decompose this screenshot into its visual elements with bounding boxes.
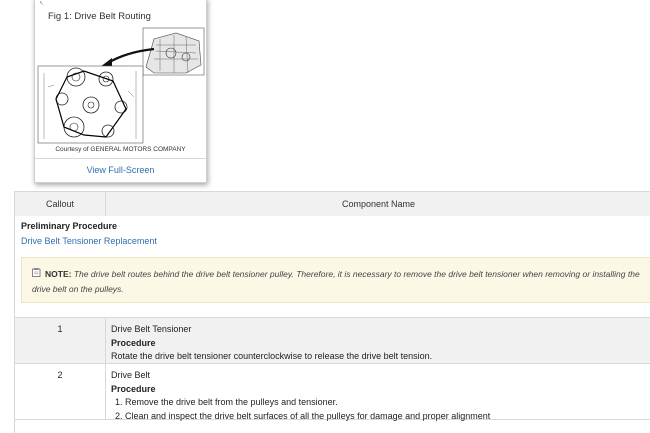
header-callout: Callout [45,199,74,209]
divider [35,158,206,159]
note-body: The drive belt routes behind the drive belt tensioner pulley. Therefore, it is necessary to remove the drive belt tensioner when removing or installing the drive belt on the pulleys. [32,269,640,294]
component-name: Drive Belt Tensioner [111,324,192,334]
procedure-label: Procedure [111,383,156,394]
component-cell [111,369,647,423]
row-divider [105,318,106,363]
preliminary-title: Preliminary Procedure [21,221,118,231]
view-full-screen-link[interactable]: View Full-Screen [86,165,155,175]
note-box [21,257,650,303]
row-divider [105,364,106,419]
tensioner-replacement-link[interactable]: Drive Belt Tensioner Replacement [21,236,157,246]
table-row [15,364,650,420]
corner-icon: ↖ [39,1,45,7]
component-name: Drive Belt [111,370,151,380]
procedure-step: Rotate the drive belt tensioner counterclockwise to release the drive belt tension. [111,351,433,361]
callout-number: 2 [57,370,63,380]
note-label: NOTE: [45,269,72,279]
header-component-name: Component Name [341,199,416,209]
component-table [14,191,650,433]
figure-card [34,0,207,183]
figure-title: Fig 1: Drive Belt Routing [48,11,151,22]
table-row [15,317,650,364]
note-text [32,267,646,297]
callout-number: 1 [57,324,63,334]
procedure-steps [111,396,647,423]
procedure-label: Procedure [111,337,156,348]
procedure-step: 2. Clean and inspect the drive belt surfaces of all the pulleys for damage and proper alignment [125,410,647,424]
preliminary-section [15,216,650,319]
drive-belt-diagram[interactable] [36,27,205,144]
component-cell [111,323,647,364]
table-header [15,191,650,217]
figure-credit: Courtesy of GENERAL MOTORS COMPANY [55,146,186,153]
procedure-step: 1. Remove the drive belt from the pulleys and tensioner. [125,396,647,410]
